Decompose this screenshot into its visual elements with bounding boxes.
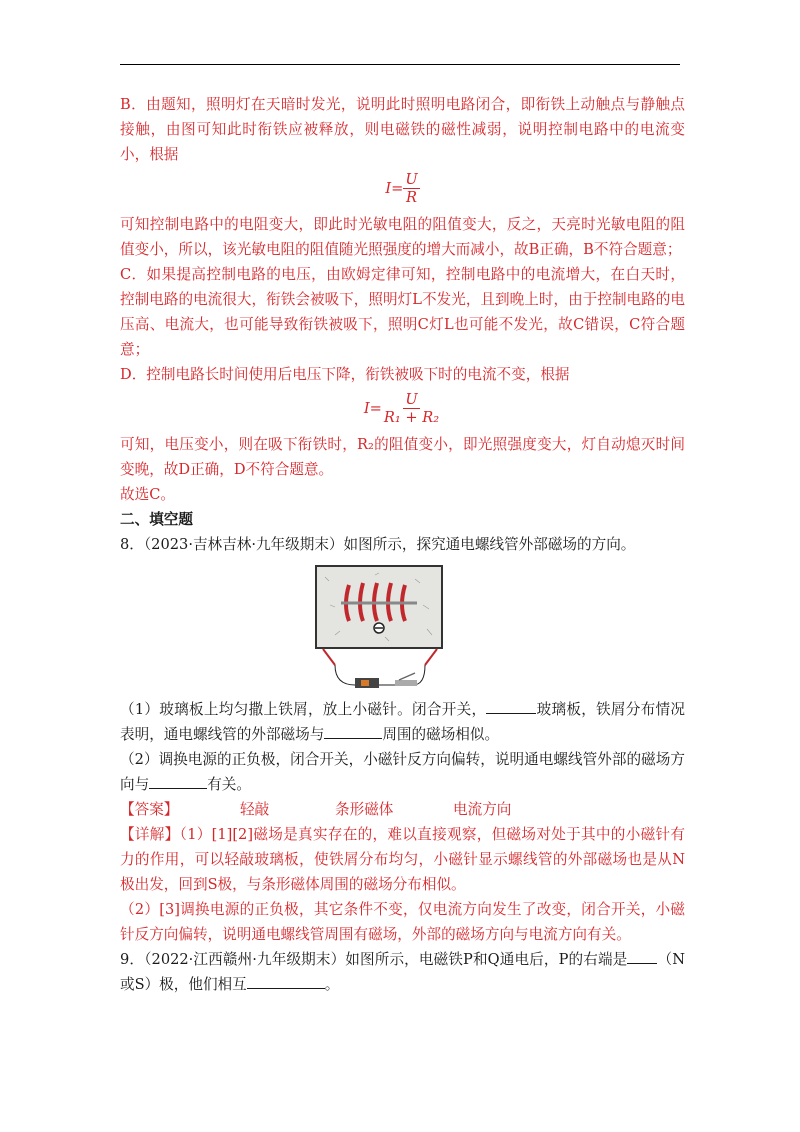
blank-1	[486, 699, 536, 714]
question-8-part-1	[120, 697, 685, 747]
solution-b-conclusion: 可知控制电路中的电阻变大，即此时光敏电阻的阻值变大，反之，天亮时光敏电阻的阻值变小，所以，该光敏电阻的阻值随光照强度的增大而减小，故B正确，B不符合题意；	[120, 216, 685, 258]
answer-2: 条形磁体	[335, 801, 394, 818]
document-body	[120, 92, 685, 997]
section-heading: 二、填空题	[120, 511, 193, 528]
formula-lhs: I=	[363, 400, 382, 417]
detail-label: 【详解】	[120, 826, 180, 843]
part1-text-c: 周围的磁场相似。	[382, 726, 500, 743]
fraction-denominator: R	[406, 189, 417, 206]
part2-text-a: （2）调换电源的正负极，闭合开关，小磁针反方向偏转，说明通电螺线管外部的磁场方向与	[120, 751, 685, 793]
answer-1: 轻敲	[240, 801, 270, 818]
part2-text-b: 有关。	[207, 776, 251, 793]
blank-q9-1	[627, 949, 657, 964]
fraction-denominator: R₁ + R₂	[383, 409, 440, 426]
formula-series-circuit	[120, 391, 685, 426]
fraction-numerator: U	[405, 171, 418, 188]
question-8-stem: 8．（2023·吉林吉林·九年级期末）如图所示，探究通电螺线管外部磁场的方向。	[120, 536, 636, 553]
part1-text-b: 玻璃板，铁屑分布情况表明，通电螺线管的外部磁场与	[120, 701, 685, 743]
fraction	[403, 171, 419, 206]
answer-row	[120, 797, 685, 822]
fraction	[382, 391, 441, 426]
answer-label: 【答案】	[120, 801, 179, 818]
solution-c: C．如果提高控制电路的电压，由欧姆定律可知，控制电路中的电流增大，在白天时，控制电路的电流很大，衔铁会被吸下，照明灯L不发光，且到晚上时，由于控制电路的电压高、电流大，也可能导致衔铁被吸下，照明C灯L也可能不发光，故C错误，C符合题意；	[120, 266, 685, 358]
blank-3	[149, 774, 207, 789]
formula-ohm-law	[120, 171, 685, 206]
formula-lhs: I=	[385, 180, 404, 197]
q9-text-b: （N或S）极，他们相互	[120, 951, 685, 993]
detail-2: （2）[3]调换电源的正负极，其它条件不变，仅电流方向发生了改变，闭合开关，小磁针反方向偏转，说明通电螺线管周围有磁场，外部的磁场方向与电流方向有关。	[120, 901, 685, 943]
part1-text-a: （1）玻璃板上均匀撒上铁屑，放上小磁针。闭合开关，	[120, 701, 487, 718]
q9-text-a: 9．（2022·江西赣州·九年级期末）如图所示，电磁铁P和Q通电后，P的右端是	[120, 951, 628, 968]
fraction-numerator: U	[405, 391, 418, 408]
answer-3: 电流方向	[453, 801, 512, 818]
solution-b: B．由题知，照明灯在天暗时发光，说明此时照明电路闭合，即衔铁上动触点与静触点接触，由图可知此时衔铁应被释放，则电磁铁的磁性减弱，说明控制电路中的电流变小，根据	[120, 96, 685, 163]
detail-1-text: （1）[1][2]磁场是真实存在的，难以直接观察，但磁场对处于其中的小磁针有力的作用，可以轻敲玻璃板，使铁屑分布均匀，小磁针显示螺线管的外部磁场也是从N极出发，回到S极，与条形磁体周围的磁场分布相似。	[120, 826, 685, 893]
header-rule	[120, 64, 680, 65]
question-8-part-2	[120, 747, 685, 797]
question-9-stem	[120, 947, 685, 997]
detail-1	[120, 822, 685, 897]
blank-q9-2	[247, 974, 325, 989]
q9-text-c: 。	[324, 976, 340, 993]
final-choice: 故选C。	[120, 486, 175, 503]
solenoid-figure	[315, 565, 685, 693]
blank-2	[324, 724, 382, 739]
solution-d-conclusion: 可知，电压变小，则在吸下衔铁时，R₂的阻值变小，即光照强度变大，灯自动熄灭时间变晚，故D正确，D不符合题意。	[120, 436, 685, 478]
solenoid-circuit-illustration	[315, 565, 455, 693]
solution-d: D．控制电路长时间使用后电压下降，衔铁被吸下时的电流不变，根据	[120, 366, 570, 383]
